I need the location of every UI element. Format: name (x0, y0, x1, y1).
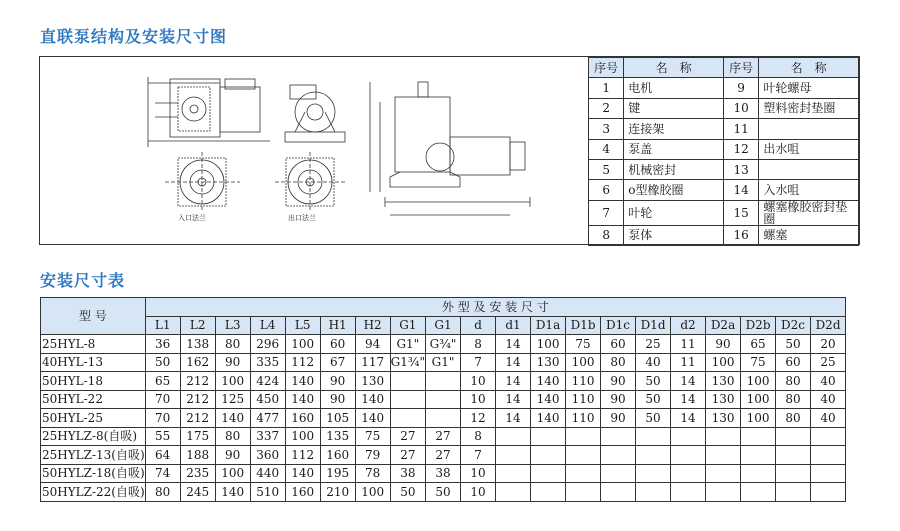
parts-row (589, 159, 859, 179)
dimension-cell: 160 (285, 483, 320, 502)
model-cell: 25HYL-8 (41, 335, 146, 354)
dimension-cell: 27 (390, 446, 425, 465)
part-number-cell: 5 (589, 159, 624, 179)
dimension-cell: 160 (320, 446, 355, 465)
part-name-cell: 螺塞橡胶密封垫圈 (759, 200, 859, 225)
dimension-cell: G1¾" (390, 353, 425, 372)
dimension-cell: 140 (215, 409, 250, 428)
dimension-cell: 296 (250, 335, 285, 354)
column-header: D1b (566, 316, 601, 335)
dimension-cell: 424 (250, 372, 285, 391)
dimension-cell: 64 (145, 446, 180, 465)
dimension-cell: 38 (426, 464, 461, 483)
part-name-cell (759, 159, 859, 179)
dims-row (41, 446, 846, 465)
dimension-cell: 100 (741, 390, 776, 409)
dimension-cell: 110 (566, 409, 601, 428)
part-name-cell: 塑料密封垫圈 (759, 98, 859, 118)
dimension-cell (811, 427, 846, 446)
column-header: D1a (531, 316, 566, 335)
dimension-cell: 337 (250, 427, 285, 446)
dimension-cell: 125 (215, 390, 250, 409)
dimension-cell: 80 (776, 390, 811, 409)
dims-group-header-row (41, 298, 846, 317)
dimension-cell: 510 (250, 483, 285, 502)
column-header: d2 (671, 316, 706, 335)
dimension-cell (531, 446, 566, 465)
dimension-cell: 50 (776, 335, 811, 354)
dimension-cell (566, 427, 601, 446)
dimension-cell: 80 (215, 427, 250, 446)
dims-row (41, 464, 846, 483)
dimension-cell: 100 (741, 372, 776, 391)
dimension-cell (566, 464, 601, 483)
part-name-cell: 键 (624, 98, 724, 118)
part-name-cell: 入水咀 (759, 180, 859, 200)
column-header: G1 (390, 316, 425, 335)
dimension-cell: 38 (390, 464, 425, 483)
column-header: D2b (741, 316, 776, 335)
dimension-cell: 140 (355, 390, 390, 409)
part-name-cell: 电机 (624, 78, 724, 98)
dimension-cell: 36 (145, 335, 180, 354)
dims-row (41, 372, 846, 391)
dims-row (41, 409, 846, 428)
dimension-cell (390, 409, 425, 428)
dimension-cell: 7 (461, 446, 496, 465)
dimension-cell: 90 (601, 372, 636, 391)
dimension-cell: 40 (636, 353, 671, 372)
dimension-cell: 50 (145, 353, 180, 372)
part-number-cell: 13 (723, 159, 758, 179)
dimension-cell: 75 (355, 427, 390, 446)
parts-header-row (589, 58, 859, 78)
dimension-cell: 212 (180, 409, 215, 428)
column-header: d (461, 316, 496, 335)
dimension-cell: 80 (776, 409, 811, 428)
dimension-cell (811, 483, 846, 502)
dimension-cell: 440 (250, 464, 285, 483)
dimension-cell (811, 464, 846, 483)
dimension-cell: 90 (320, 390, 355, 409)
dimension-cell: 80 (215, 335, 250, 354)
part-number-cell: 8 (589, 225, 624, 245)
part-name-cell: o型橡胶圈 (624, 180, 724, 200)
dimension-cell: 50 (636, 390, 671, 409)
dimension-cell: 110 (566, 372, 601, 391)
part-number-cell: 2 (589, 98, 624, 118)
dimension-cell: 135 (320, 427, 355, 446)
dimension-cell: 10 (461, 464, 496, 483)
dimension-cell (566, 483, 601, 502)
dimension-cell (636, 483, 671, 502)
dimension-cell: 67 (320, 353, 355, 372)
dimension-cell (706, 427, 741, 446)
dimension-cell: 8 (461, 427, 496, 446)
dimension-cell: 25 (636, 335, 671, 354)
dimension-cell: 65 (145, 372, 180, 391)
model-header: 型 号 (41, 298, 146, 335)
pump-drawings (40, 57, 588, 244)
model-cell: 40HYL-13 (41, 353, 146, 372)
dimension-cell: 40 (811, 390, 846, 409)
dimension-cell: 11 (671, 335, 706, 354)
dimension-cell: 14 (671, 390, 706, 409)
dimension-cell: 55 (145, 427, 180, 446)
dimension-cell: 50 (636, 409, 671, 428)
dimension-cell (601, 446, 636, 465)
parts-row (589, 119, 859, 139)
model-cell: 25HYLZ-13(自吸) (41, 446, 146, 465)
dimension-cell: 100 (566, 353, 601, 372)
dimension-cell (636, 427, 671, 446)
dimension-cell: 138 (180, 335, 215, 354)
parts-row (589, 200, 859, 225)
dims-row (41, 483, 846, 502)
dimension-cell (601, 427, 636, 446)
dimension-cell: 74 (145, 464, 180, 483)
part-name-cell: 出水咀 (759, 139, 859, 159)
column-header: H2 (355, 316, 390, 335)
parts-row (589, 225, 859, 245)
part-name-cell: 螺塞 (759, 225, 859, 245)
dimension-cell: 100 (706, 353, 741, 372)
column-header: L4 (250, 316, 285, 335)
dimension-cell: 162 (180, 353, 215, 372)
dimension-cell: 140 (531, 409, 566, 428)
dimension-cell: 75 (741, 353, 776, 372)
dims-row (41, 427, 846, 446)
dimension-cell (741, 446, 776, 465)
dimension-cell (531, 483, 566, 502)
dimension-cell (741, 427, 776, 446)
dims-row (41, 390, 846, 409)
dimension-cell: 27 (426, 427, 461, 446)
parts-row (589, 139, 859, 159)
structure-drawing-panel (39, 56, 860, 245)
dimension-cell: 140 (285, 464, 320, 483)
dimension-cell (706, 464, 741, 483)
part-number-cell: 9 (723, 78, 758, 98)
column-header: D2a (706, 316, 741, 335)
dimension-cell: 477 (250, 409, 285, 428)
dimension-cell (671, 464, 706, 483)
model-cell: 50HYL-25 (41, 409, 146, 428)
column-header: D1c (601, 316, 636, 335)
column-header: L2 (180, 316, 215, 335)
dimension-cell: 130 (531, 353, 566, 372)
dimension-cell: 100 (741, 409, 776, 428)
parts-header-cell: 序号 (723, 58, 758, 78)
parts-header-cell: 名 称 (624, 58, 724, 78)
dimension-cell: 90 (601, 390, 636, 409)
model-cell: 50HYL-22 (41, 390, 146, 409)
dimension-cell (776, 464, 811, 483)
dimension-cell (811, 446, 846, 465)
dimension-cell: 210 (320, 483, 355, 502)
dimension-cell: 450 (250, 390, 285, 409)
dimension-cell (390, 390, 425, 409)
dimension-cell: 130 (706, 390, 741, 409)
dimension-cell: 27 (426, 446, 461, 465)
column-header: L5 (285, 316, 320, 335)
part-name-cell: 叶轮 (624, 200, 724, 225)
dimension-cell: 20 (811, 335, 846, 354)
dimension-cell: 7 (461, 353, 496, 372)
dimension-cell: 10 (461, 372, 496, 391)
part-name-cell (759, 119, 859, 139)
column-header: L1 (145, 316, 180, 335)
column-header: H1 (320, 316, 355, 335)
dimension-cell: 100 (531, 335, 566, 354)
dimension-cell: 14 (496, 335, 531, 354)
dimension-cell: 79 (355, 446, 390, 465)
part-number-cell: 11 (723, 119, 758, 139)
parts-row (589, 98, 859, 118)
dimensions-table (40, 297, 846, 502)
dimension-cell: 14 (496, 390, 531, 409)
dimension-cell (566, 446, 601, 465)
dimension-cell: 90 (601, 409, 636, 428)
dimension-cell: G1" (390, 335, 425, 354)
dimension-cell: 78 (355, 464, 390, 483)
dimension-cell (496, 446, 531, 465)
dimension-cell: 245 (180, 483, 215, 502)
dimension-cell: 50 (390, 483, 425, 502)
dimension-cell: 360 (250, 446, 285, 465)
part-number-cell: 6 (589, 180, 624, 200)
column-header: G1 (426, 316, 461, 335)
column-header: d1 (496, 316, 531, 335)
dimension-cell: G¾" (426, 335, 461, 354)
group-header: 外 型 及 安 装 尺 寸 (145, 298, 845, 317)
dimension-cell (390, 372, 425, 391)
dimension-cell: 14 (496, 372, 531, 391)
dimension-cell: 335 (250, 353, 285, 372)
dimension-cell: 14 (671, 409, 706, 428)
dimension-cell (776, 446, 811, 465)
dimension-cell: 50 (636, 372, 671, 391)
dimension-cell: 140 (531, 372, 566, 391)
dimension-cell: 94 (355, 335, 390, 354)
dimension-cell: 12 (461, 409, 496, 428)
part-number-cell: 3 (589, 119, 624, 139)
dimension-cell: 195 (320, 464, 355, 483)
part-name-cell: 叶轮螺母 (759, 78, 859, 98)
column-header: D2d (811, 316, 846, 335)
dims-column-header-row (41, 316, 846, 335)
column-header: L3 (215, 316, 250, 335)
dimension-cell (601, 483, 636, 502)
dimension-cell: 100 (285, 427, 320, 446)
model-cell: 50HYLZ-18(自吸) (41, 464, 146, 483)
part-number-cell: 14 (723, 180, 758, 200)
dimension-cell: 14 (496, 353, 531, 372)
part-number-cell: 12 (723, 139, 758, 159)
dimension-cell (531, 427, 566, 446)
dimension-cell (496, 483, 531, 502)
dimension-cell (706, 483, 741, 502)
dimension-cell: 60 (601, 335, 636, 354)
dimension-cell: G1" (426, 353, 461, 372)
dimension-cell: 60 (320, 335, 355, 354)
dimension-cell: 130 (706, 409, 741, 428)
dimension-cell: 112 (285, 446, 320, 465)
dimension-cell (741, 483, 776, 502)
dimension-cell: 40 (811, 372, 846, 391)
dimension-cell (776, 483, 811, 502)
dimension-cell: 80 (601, 353, 636, 372)
dimension-cell: 90 (706, 335, 741, 354)
dimension-cell: 130 (706, 372, 741, 391)
dimension-cell (776, 427, 811, 446)
dimension-cell: 14 (671, 372, 706, 391)
dimension-cell (636, 446, 671, 465)
dimension-cell (426, 409, 461, 428)
dimension-cell: 175 (180, 427, 215, 446)
parts-header-cell: 名 称 (759, 58, 859, 78)
inlet-flange-caption: 入口法兰 (178, 214, 206, 222)
dimension-cell: 90 (320, 372, 355, 391)
dimension-cell: 235 (180, 464, 215, 483)
part-number-cell: 16 (723, 225, 758, 245)
dimension-cell (531, 464, 566, 483)
dimension-cell: 90 (215, 446, 250, 465)
dims-row (41, 335, 846, 354)
parts-header-cell: 序号 (589, 58, 624, 78)
dimension-cell: 100 (355, 483, 390, 502)
model-cell: 50HYLZ-22(自吸) (41, 483, 146, 502)
dimension-cell (671, 446, 706, 465)
part-number-cell: 15 (723, 200, 758, 225)
dimension-cell (426, 372, 461, 391)
part-name-cell: 机械密封 (624, 159, 724, 179)
dimension-cell (741, 464, 776, 483)
dimension-cell: 90 (215, 353, 250, 372)
dimension-cell: 8 (461, 335, 496, 354)
dimension-cell: 40 (811, 409, 846, 428)
dimension-cell: 117 (355, 353, 390, 372)
part-number-cell: 1 (589, 78, 624, 98)
dimension-cell (636, 464, 671, 483)
dimension-cell (496, 464, 531, 483)
dimension-cell: 11 (671, 353, 706, 372)
dimension-cell: 10 (461, 483, 496, 502)
dimension-cell: 50 (426, 483, 461, 502)
dimension-cell (496, 427, 531, 446)
part-number-cell: 7 (589, 200, 624, 225)
dimension-cell: 70 (145, 409, 180, 428)
part-name-cell: 泵盖 (624, 139, 724, 159)
dimension-cell: 100 (215, 464, 250, 483)
structure-title: 直联泵结构及安装尺寸图 (40, 27, 228, 46)
column-header: D2c (776, 316, 811, 335)
dimension-cell: 188 (180, 446, 215, 465)
dimension-cell: 160 (285, 409, 320, 428)
dimension-cell: 27 (390, 427, 425, 446)
dimension-cell (426, 390, 461, 409)
parts-row (589, 180, 859, 200)
dimension-cell: 14 (496, 409, 531, 428)
dimension-cell: 70 (145, 390, 180, 409)
dimension-cell: 212 (180, 372, 215, 391)
dimensions-title: 安装尺寸表 (40, 271, 126, 290)
dimension-cell (671, 427, 706, 446)
dimension-cell: 140 (285, 390, 320, 409)
model-cell: 50HYL-18 (41, 372, 146, 391)
dimension-cell: 75 (566, 335, 601, 354)
dimension-cell: 100 (285, 335, 320, 354)
part-name-cell: 连接架 (624, 119, 724, 139)
part-number-cell: 4 (589, 139, 624, 159)
dimension-cell: 80 (776, 372, 811, 391)
dimension-cell: 110 (566, 390, 601, 409)
parts-table (588, 57, 859, 246)
model-cell: 25HYLZ-8(自吸) (41, 427, 146, 446)
dimension-cell: 212 (180, 390, 215, 409)
dimension-cell (601, 464, 636, 483)
dimension-cell: 112 (285, 353, 320, 372)
dimension-cell: 100 (215, 372, 250, 391)
dims-row (41, 353, 846, 372)
dimension-cell: 140 (355, 409, 390, 428)
dimension-cell: 25 (811, 353, 846, 372)
dimension-cell (671, 483, 706, 502)
dimension-cell: 10 (461, 390, 496, 409)
dimension-cell (706, 446, 741, 465)
parts-row (589, 78, 859, 98)
dimension-cell: 140 (285, 372, 320, 391)
part-name-cell: 泵体 (624, 225, 724, 245)
dimension-cell: 65 (741, 335, 776, 354)
dimension-cell: 130 (355, 372, 390, 391)
dimension-cell: 60 (776, 353, 811, 372)
dimension-cell: 140 (215, 483, 250, 502)
dimension-cell: 140 (531, 390, 566, 409)
dimension-cell: 80 (145, 483, 180, 502)
part-number-cell: 10 (723, 98, 758, 118)
dimension-cell: 105 (320, 409, 355, 428)
column-header: D1d (636, 316, 671, 335)
outlet-flange-caption: 出口法兰 (288, 214, 316, 222)
